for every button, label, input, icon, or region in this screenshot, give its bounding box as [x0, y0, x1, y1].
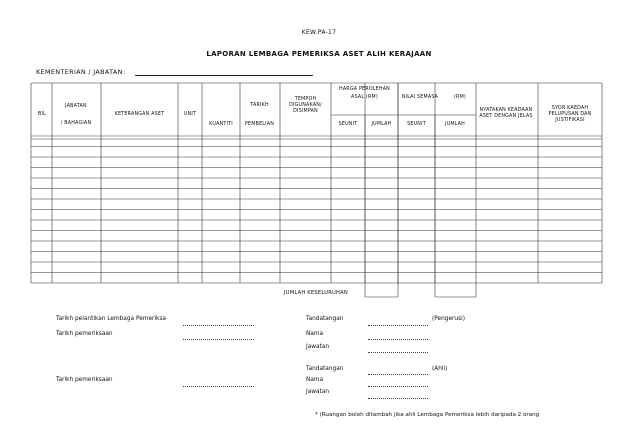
header-nilai-rm: (RM) [453, 95, 466, 100]
appointment-date-label: Tarikh pelantikan Lembaga Pemeriksa [56, 316, 166, 322]
header-nilai-semasa: NILAI SEMASA [401, 95, 439, 100]
appointment-date-field[interactable] [183, 325, 254, 326]
name-field-1[interactable] [368, 339, 428, 340]
position-field-1[interactable] [368, 352, 428, 353]
position-label-2: Jawatan [306, 389, 330, 395]
signature-field-1[interactable] [368, 325, 428, 326]
name-field-2[interactable] [368, 386, 428, 387]
member-label: (Ahli) [432, 366, 448, 372]
footnote: * (Ruangan boleh ditambah jika ahli Lembaga Pemeriksa lebih daripada 2 orang [315, 412, 540, 418]
header-harga-perolehan: HARGA PEROLEHAN [339, 87, 390, 92]
header-tarikh: TARIKH [250, 103, 269, 108]
header-keterangan: KETERANGAN ASET [114, 112, 165, 117]
header-pembelian: PEMBELIAN [244, 122, 275, 127]
form-code: KEW.PA-17 [301, 29, 337, 36]
page-title: LAPORAN LEMBAGA PEMERIKSA ASET ALIH KERAJAAN [206, 50, 432, 58]
chairman-label: (Pengerusi) [432, 316, 465, 322]
header-nyatakan: NYATAKAN KEADAAN ASET DENGAN JELAS [479, 108, 533, 119]
position-label-1: Jawatan [306, 344, 330, 350]
name-label-2: Nama [306, 377, 324, 383]
name-label-1: Nama [306, 331, 324, 337]
header-bahagian: / BAHAGIAN [60, 121, 92, 126]
header-jumlah-2: JUMLAH [445, 122, 465, 127]
header-jumlah-1: JUMLAH [371, 122, 392, 127]
header-jabatan: JABATAN [65, 104, 87, 109]
header-bil: BIL [38, 112, 46, 117]
inspection-date-label-1: Tarikh pemeriksaan [56, 331, 113, 337]
header-syor: SYOR KAEDAH PELUPUSAN DAN JUSTIFIKASI [548, 106, 592, 123]
inspection-date-label-2: Tarikh pemeriksaan [56, 377, 113, 383]
signature-label-2: Tandatangan [306, 366, 344, 372]
header-seunit-1: SEUNIT [338, 122, 358, 127]
ministry-label: KEMENTERIAN / JABATAN [36, 68, 123, 76]
signature-label-1: Tandatangan [306, 316, 344, 322]
inspection-date-field-2[interactable] [183, 386, 254, 387]
position-field-2[interactable] [368, 398, 428, 399]
signature-field-2[interactable] [368, 374, 428, 375]
ministry-colon: : [123, 68, 126, 76]
header-harga-asal: ASAL (RM) [351, 95, 378, 100]
header-unit: UNIT [183, 112, 197, 117]
header-tempoh: TEMPOH DIGUNAKAN/ DISIMPAN [289, 97, 322, 114]
header-kuantiti: KUANTITI [209, 122, 233, 127]
header-seunit-2: SEUNIT [407, 122, 426, 127]
total-label: JUMLAH KESELURUHAN [284, 290, 348, 296]
inspection-date-field-1[interactable] [183, 339, 254, 340]
